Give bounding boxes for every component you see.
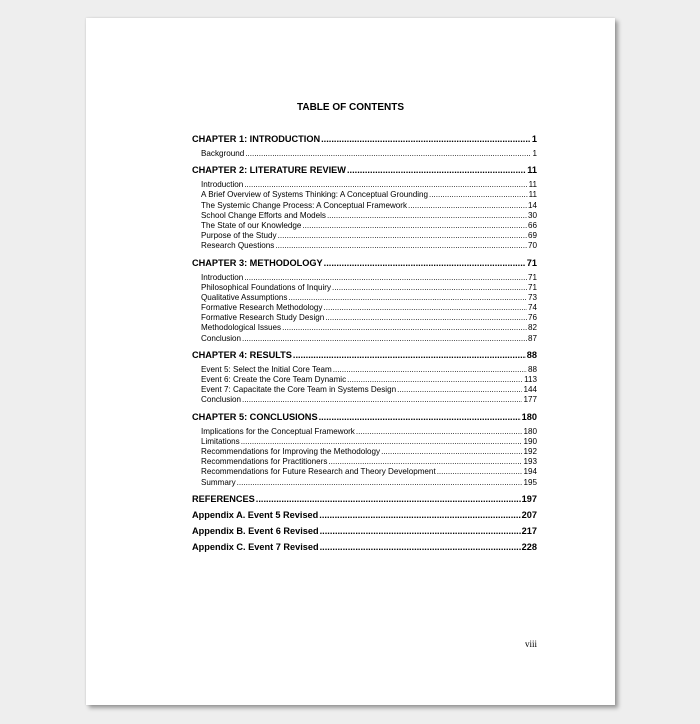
- dot-leader: [437, 467, 523, 477]
- toc-entry-label: Introduction: [201, 272, 244, 282]
- toc-entry-page-number: 144: [523, 385, 537, 395]
- toc-entry-page-number: 11: [527, 165, 537, 176]
- toc-entry-label: Recommendations for Future Research and Theory Development: [201, 467, 436, 477]
- dot-leader: [241, 437, 523, 447]
- toc-section-entry: [192, 323, 537, 333]
- toc-entry-page-number: 1: [532, 149, 537, 158]
- dot-leader: [347, 375, 523, 385]
- toc-section-entry: [192, 437, 537, 447]
- dot-leader: [256, 491, 521, 507]
- toc-section-entry: [192, 334, 537, 344]
- toc-section-entry: [192, 201, 537, 211]
- page-number: viii: [524, 639, 537, 649]
- toc-chapter-entry: [192, 255, 537, 271]
- dot-leader: [324, 255, 526, 271]
- toc-entry-label: Introduction: [201, 180, 244, 190]
- toc-section-entry: [192, 149, 537, 159]
- toc-entry-label: Conclusion: [201, 333, 242, 343]
- toc-section-entry: [192, 447, 537, 457]
- toc-entry-page-number: 88: [527, 364, 537, 374]
- toc-title: TABLE OF CONTENTS: [296, 102, 405, 113]
- toc-chapter-entry: [192, 491, 537, 507]
- toc-entry-page-number: 14: [527, 200, 537, 210]
- dot-leader: [356, 427, 523, 437]
- toc-entry-page-number: 195: [523, 477, 537, 487]
- toc-entry-label: Qualitative Assumptions: [201, 292, 288, 302]
- dot-leader: [282, 323, 527, 333]
- dot-leader: [237, 478, 523, 488]
- toc-entry-label: A Brief Overview of Systems Thinking: A Conceptual Grounding: [201, 190, 429, 200]
- toc-section-entry: [192, 221, 537, 231]
- toc-entry-label: Formative Research Methodology: [201, 303, 323, 313]
- document-page: [86, 18, 615, 705]
- dot-leader: [244, 273, 527, 283]
- dot-leader: [397, 385, 522, 395]
- toc-entry-page-number: 71: [527, 282, 537, 292]
- toc-entry-page-number: 180: [521, 411, 537, 422]
- toc-section-entry: [192, 365, 537, 375]
- toc-chapter-entry: [192, 162, 537, 178]
- toc-entry-page-number: 69: [527, 231, 537, 241]
- toc-section-entry: [192, 478, 537, 488]
- toc-chapter-entry: [192, 409, 537, 425]
- toc-entry-label: Conclusion: [201, 395, 242, 405]
- dot-leader: [333, 365, 527, 375]
- toc-section-entry: [192, 303, 537, 313]
- toc-entry-page-number: 73: [527, 292, 537, 302]
- dot-leader: [245, 149, 531, 159]
- dot-leader: [408, 201, 527, 211]
- toc-entry-label: Appendix C. Event 7 Revised: [192, 541, 319, 552]
- toc-section-entry: [192, 180, 537, 190]
- toc-entry-page-number: 197: [521, 493, 537, 504]
- dot-leader: [381, 447, 522, 457]
- dot-leader: [325, 313, 527, 323]
- toc-chapter-entry: [192, 539, 537, 555]
- toc-entry-label: School Change Efforts and Models: [201, 210, 326, 220]
- toc-section-entry: [192, 375, 537, 385]
- toc-entry-label: CHAPTER 2: LITERATURE REVIEW: [192, 165, 346, 176]
- toc-entry-page-number: 74: [527, 303, 537, 313]
- toc-entry-page-number: 207: [521, 509, 537, 520]
- toc-section-entry: [192, 293, 537, 303]
- dot-leader: [302, 221, 527, 231]
- toc-entry-page-number: 11: [528, 180, 537, 190]
- toc-entry-page-number: 113: [524, 375, 537, 384]
- dot-leader: [328, 457, 522, 467]
- dot-leader: [429, 190, 528, 200]
- toc-entry-label: CHAPTER 5: CONCLUSIONS: [192, 411, 318, 422]
- dot-leader: [242, 334, 527, 344]
- toc-section-entry: [192, 273, 537, 283]
- toc-section-entry: [192, 241, 537, 251]
- dot-leader: [321, 131, 531, 147]
- toc-entry-page-number: 70: [527, 241, 537, 251]
- toc-entry-label: Formative Research Study Design: [201, 313, 325, 323]
- toc-entry-label: Recommendations for Practitioners: [201, 457, 328, 467]
- toc-entry-label: Event 6: Create the Core Team Dynamic: [201, 375, 347, 384]
- dot-leader: [327, 211, 527, 221]
- toc-entry-page-number: 11: [528, 190, 537, 200]
- toc-entry-label: Appendix B. Event 6 Revised: [192, 525, 319, 536]
- toc-entry-page-number: 177: [523, 395, 537, 405]
- toc-entry-page-number: 30: [527, 210, 537, 220]
- toc-entry-label: Recommendations for Improving the Methodology: [201, 446, 381, 456]
- toc-entry-label: CHAPTER 1: INTRODUCTION: [192, 134, 321, 144]
- toc-entry-label: Summary: [201, 477, 236, 487]
- toc-section-entry: [192, 385, 537, 395]
- dot-leader: [320, 523, 521, 539]
- toc-entry-label: Background: [201, 149, 245, 158]
- toc-entry-label: Appendix A. Event 5 Revised: [192, 509, 319, 520]
- toc-chapter-entry: [192, 131, 537, 147]
- toc-entry-label: Philosophical Foundations of Inquiry: [201, 282, 332, 292]
- toc-section-entry: [192, 283, 537, 293]
- toc-entry-label: Event 5: Select the Initial Core Team: [201, 364, 332, 374]
- dot-leader: [323, 303, 527, 313]
- toc-entry-page-number: 82: [527, 323, 537, 333]
- dot-leader: [293, 347, 526, 363]
- toc-entry-label: Purpose of the Study: [201, 231, 277, 241]
- toc-entry-page-number: 228: [521, 541, 537, 552]
- toc-entry-label: REFERENCES: [192, 493, 255, 504]
- toc-section-entry: [192, 467, 537, 477]
- dot-leader: [320, 539, 521, 555]
- toc-entry-label: Methodological Issues: [201, 323, 282, 333]
- toc-entry-page-number: 66: [527, 220, 537, 230]
- toc-entry-label: CHAPTER 3: METHODOLOGY: [192, 257, 323, 268]
- dot-leader: [332, 283, 527, 293]
- toc-chapter-entry: [192, 523, 537, 539]
- dot-leader: [319, 507, 520, 523]
- toc-section-entry: [192, 231, 537, 241]
- dot-leader: [319, 409, 521, 425]
- toc-entry-page-number: 87: [527, 333, 537, 343]
- toc-entry-page-number: 71: [526, 257, 537, 268]
- toc-section-entry: [192, 190, 537, 200]
- toc-entry-label: Event 7: Capacitate the Core Team in Systems Design: [201, 385, 397, 395]
- toc-section-entry: [192, 427, 537, 437]
- toc-entry-page-number: 190: [523, 436, 537, 446]
- dot-leader: [275, 241, 527, 251]
- toc-entry-label: CHAPTER 4: RESULTS: [192, 349, 292, 360]
- toc-section-entry: [192, 457, 537, 467]
- toc-entry-page-number: 88: [526, 349, 537, 360]
- dot-leader: [347, 162, 526, 178]
- dot-leader: [288, 293, 527, 303]
- toc-entry-label: Research Questions: [201, 241, 275, 251]
- toc-section-entry: [192, 395, 537, 405]
- toc-entry-page-number: 193: [523, 457, 537, 467]
- toc-entry-page-number: 194: [523, 467, 537, 477]
- toc-section-entry: [192, 313, 537, 323]
- toc-list: [192, 131, 537, 555]
- toc-entry-label: The State of our Knowledge: [201, 220, 302, 230]
- toc-chapter-entry: [192, 507, 537, 523]
- toc-section-entry: [192, 211, 537, 221]
- dot-leader: [244, 180, 527, 190]
- toc-chapter-entry: [192, 347, 537, 363]
- toc-entry-page-number: 76: [527, 313, 537, 323]
- toc-entry-label: Implications for the Conceptual Framework: [201, 426, 355, 436]
- toc-entry-page-number: 217: [521, 525, 537, 536]
- toc-entry-label: Limitations: [201, 436, 240, 446]
- toc-entry-page-number: 180: [523, 426, 537, 436]
- toc-entry-page-number: 71: [527, 272, 537, 282]
- dot-leader: [278, 231, 527, 241]
- dot-leader: [242, 395, 522, 405]
- toc-entry-page-number: 1: [531, 134, 537, 144]
- toc-entry-label: The Systemic Change Process: A Conceptual Framework: [201, 200, 408, 210]
- toc-entry-page-number: 192: [523, 446, 537, 456]
